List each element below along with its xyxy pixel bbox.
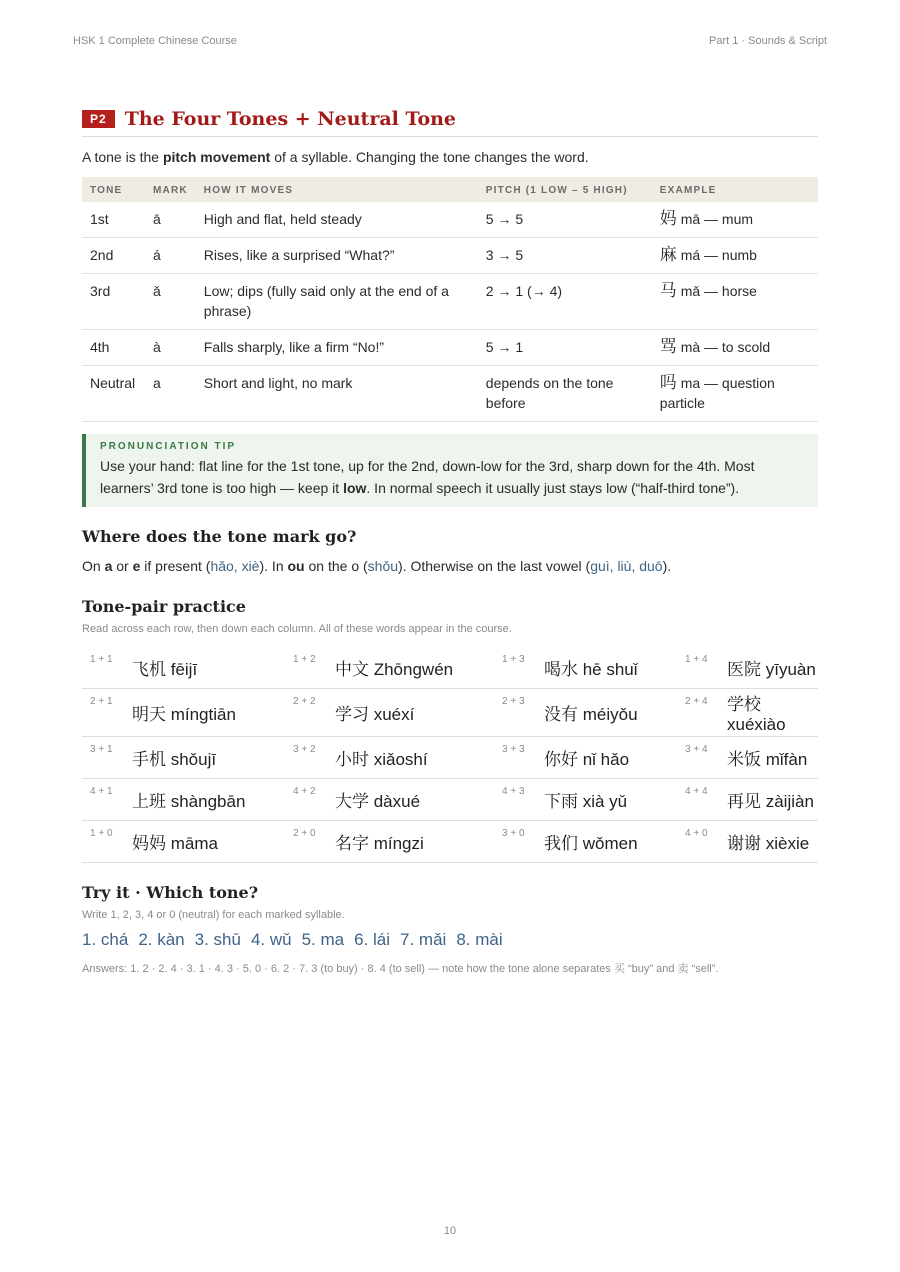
pair-word: 明天 míngtiān bbox=[131, 689, 285, 737]
tip-text-part: . In normal speech it usually just stays low (“half-third tone”). bbox=[366, 480, 740, 496]
tone-cell: 2nd bbox=[82, 238, 145, 274]
pair-label: 4 + 0 bbox=[677, 821, 726, 863]
pair-word: 飞机 fēijī bbox=[131, 647, 285, 689]
pair-word: 再见 zàijiàn bbox=[726, 779, 818, 821]
table-row bbox=[82, 274, 818, 330]
quiz-heading: Try it · Which tone? bbox=[82, 883, 259, 902]
example-hanzi: 马 bbox=[659, 281, 677, 300]
pairs-note: Read across each row, then down each column. All of these words appear in the course. bbox=[82, 623, 512, 635]
mark-cell: ǎ bbox=[145, 274, 196, 330]
how-cell: Falls sharply, like a firm “No!” bbox=[196, 330, 478, 366]
example-gloss: má — numb bbox=[680, 247, 757, 263]
table-row bbox=[82, 821, 818, 863]
rule-example: hǎo, xiè bbox=[210, 558, 260, 574]
rule-text: on the o ( bbox=[304, 558, 368, 574]
rule-bold: ou bbox=[287, 558, 305, 574]
pair-label: 3 + 4 bbox=[677, 737, 726, 779]
content bbox=[82, 108, 818, 976]
quiz-item: 8. mài bbox=[456, 930, 503, 949]
pair-word: 医院 yīyuàn bbox=[726, 647, 818, 689]
example-gloss: mǎ — horse bbox=[680, 283, 757, 299]
example-cell bbox=[652, 202, 818, 238]
tip-text bbox=[100, 455, 804, 499]
tone-cell: 3rd bbox=[82, 274, 145, 330]
pair-label: 3 + 2 bbox=[285, 737, 334, 779]
pair-word: 上班 shàngbān bbox=[131, 779, 285, 821]
example-hanzi: 吗 bbox=[659, 373, 677, 392]
rule-example: shǒu bbox=[367, 558, 399, 574]
pair-word: 你好 nǐ hǎo bbox=[543, 737, 677, 779]
section-badge: P2 bbox=[82, 110, 115, 128]
pair-word: 喝水 hē shuǐ bbox=[543, 647, 677, 689]
quiz-instructions: Write 1, 2, 3, 4 or 0 (neutral) for each marked syllable. bbox=[82, 909, 345, 921]
pair-label: 1 + 1 bbox=[82, 647, 131, 689]
pair-word: 小时 xiǎoshí bbox=[334, 737, 494, 779]
pair-label: 1 + 0 bbox=[82, 821, 131, 863]
quiz-answers: Answers: 1. 2 · 2. 4 · 3. 1 · 4. 3 · 5. 0 · 6. 2 · 7. 3 (to buy) · 8. 4 (to sell) — note how the tone alone separates 买 “buy” and 卖 “sell”. bbox=[82, 963, 719, 975]
rule-text: ). Otherwise on the last vowel ( bbox=[398, 558, 591, 574]
quiz-items bbox=[82, 930, 818, 950]
mark-cell: ā bbox=[145, 202, 196, 238]
intro-emphasis: pitch movement bbox=[162, 149, 271, 165]
quiz-item: 6. lái bbox=[354, 930, 391, 949]
rule-text: ). In bbox=[259, 558, 288, 574]
mark-cell: á bbox=[145, 238, 196, 274]
pair-label: 4 + 3 bbox=[494, 779, 543, 821]
example-hanzi: 骂 bbox=[659, 337, 677, 356]
table-row bbox=[82, 647, 818, 689]
rule-text: On bbox=[82, 558, 105, 574]
header-example: EXAMPLE bbox=[652, 177, 818, 202]
page-number: 10 bbox=[443, 1225, 457, 1237]
rule-text: if present ( bbox=[140, 558, 211, 574]
tone-table-header bbox=[82, 177, 818, 202]
pair-word: 名字 míngzi bbox=[334, 821, 494, 863]
pitch-cell: 5 → 1 bbox=[478, 330, 652, 366]
rule-text: or bbox=[112, 558, 133, 574]
pair-label: 2 + 3 bbox=[494, 689, 543, 737]
tip-label: PRONUNCIATION TIP bbox=[100, 441, 237, 452]
pair-label: 1 + 4 bbox=[677, 647, 726, 689]
rule-text: ). bbox=[662, 558, 672, 574]
running-header-part: Part 1 · Sounds & Script bbox=[709, 35, 827, 47]
example-gloss: ma — question particle bbox=[659, 375, 775, 411]
intro-text: A tone is the bbox=[82, 149, 163, 165]
pair-word: 中文 Zhōngwén bbox=[334, 647, 494, 689]
pair-label: 2 + 4 bbox=[677, 689, 726, 737]
how-cell: Short and light, no mark bbox=[196, 366, 478, 422]
pair-label: 4 + 1 bbox=[82, 779, 131, 821]
example-hanzi: 妈 bbox=[659, 209, 677, 228]
table-row bbox=[82, 779, 818, 821]
quiz-item: 1. chá bbox=[82, 930, 129, 949]
running-header-title: HSK 1 Complete Chinese Course bbox=[73, 35, 237, 47]
mark-rule-paragraph bbox=[82, 556, 818, 577]
section-heading bbox=[82, 108, 818, 137]
quiz-item: 2. kàn bbox=[138, 930, 185, 949]
quiz-item: 4. wǔ bbox=[250, 930, 292, 949]
pair-word: 米饭 mǐfàn bbox=[726, 737, 818, 779]
table-row bbox=[82, 202, 818, 238]
example-hanzi: 麻 bbox=[659, 245, 677, 264]
intro-text: of a syllable. Changing the tone changes the word. bbox=[270, 149, 589, 165]
pair-word: 谢谢 xièxie bbox=[726, 821, 818, 863]
pitch-cell: depends on the tone before bbox=[478, 366, 652, 422]
tip-emphasis: low bbox=[343, 480, 367, 496]
pair-word: 学习 xuéxí bbox=[334, 689, 494, 737]
pair-word: 妈妈 māma bbox=[131, 821, 285, 863]
pair-label: 4 + 2 bbox=[285, 779, 334, 821]
table-row bbox=[82, 689, 818, 737]
pair-word: 学校 xuéxiào bbox=[726, 689, 818, 737]
pair-label: 1 + 2 bbox=[285, 647, 334, 689]
rule-example: guì, liù, duō bbox=[590, 558, 663, 574]
table-row bbox=[82, 366, 818, 422]
pair-label: 3 + 0 bbox=[494, 821, 543, 863]
mark-cell: à bbox=[145, 330, 196, 366]
mark-rule-heading: Where does the tone mark go? bbox=[82, 527, 357, 546]
rule-bold: a bbox=[104, 558, 113, 574]
pitch-cell: 3 → 5 bbox=[478, 238, 652, 274]
section-title: The Four Tones + Neutral Tone bbox=[124, 108, 457, 130]
how-cell: Rises, like a surprised “What?” bbox=[196, 238, 478, 274]
pair-word: 下雨 xià yǔ bbox=[543, 779, 677, 821]
example-cell bbox=[652, 238, 818, 274]
quiz-item: 5. ma bbox=[301, 930, 345, 949]
tone-cell: Neutral bbox=[82, 366, 145, 422]
quiz-item: 3. shū bbox=[194, 930, 241, 949]
tone-pair-grid bbox=[82, 647, 818, 863]
header-mark: MARK bbox=[145, 177, 196, 202]
pair-word: 手机 shǒujī bbox=[131, 737, 285, 779]
example-gloss: mà — to scold bbox=[680, 339, 771, 355]
pair-label: 2 + 0 bbox=[285, 821, 334, 863]
how-cell: Low; dips (fully said only at the end of a phrase) bbox=[196, 274, 478, 330]
example-cell bbox=[652, 366, 818, 422]
pair-word: 大学 dàxué bbox=[334, 779, 494, 821]
intro-paragraph bbox=[82, 147, 818, 168]
example-cell bbox=[652, 330, 818, 366]
example-cell bbox=[652, 274, 818, 330]
table-row bbox=[82, 737, 818, 779]
tip-text-part: Use your hand: flat line for the 1st tone, up for the 2nd, down-low for the 3rd, sharp down for the 4th. Most learners’ 3rd tone is too high — keep it bbox=[100, 458, 755, 496]
table-row bbox=[82, 330, 818, 366]
tone-cell: 4th bbox=[82, 330, 145, 366]
example-gloss: mā — mum bbox=[680, 211, 754, 227]
pair-label: 3 + 1 bbox=[82, 737, 131, 779]
header-pitch: PITCH (1 LOW – 5 HIGH) bbox=[478, 177, 652, 202]
how-cell: High and flat, held steady bbox=[196, 202, 478, 238]
pitch-cell: 5 → 5 bbox=[478, 202, 652, 238]
tone-table bbox=[82, 177, 818, 422]
pair-label: 2 + 2 bbox=[285, 689, 334, 737]
pair-word: 没有 méiyǒu bbox=[543, 689, 677, 737]
rule-bold: e bbox=[132, 558, 141, 574]
pair-label: 1 + 3 bbox=[494, 647, 543, 689]
pair-label: 3 + 3 bbox=[494, 737, 543, 779]
tone-cell: 1st bbox=[82, 202, 145, 238]
mark-cell: a bbox=[145, 366, 196, 422]
pair-word: 我们 wǒmen bbox=[543, 821, 677, 863]
quiz-item: 7. mǎi bbox=[400, 930, 447, 949]
pair-label: 2 + 1 bbox=[82, 689, 131, 737]
pitch-cell: 2 → 1 (→ 4) bbox=[478, 274, 652, 330]
pairs-heading: Tone-pair practice bbox=[82, 597, 246, 616]
pronunciation-tip bbox=[82, 434, 818, 507]
header-how: HOW IT MOVES bbox=[196, 177, 478, 202]
pair-label: 4 + 4 bbox=[677, 779, 726, 821]
header-tone: TONE bbox=[82, 177, 145, 202]
table-row bbox=[82, 238, 818, 274]
